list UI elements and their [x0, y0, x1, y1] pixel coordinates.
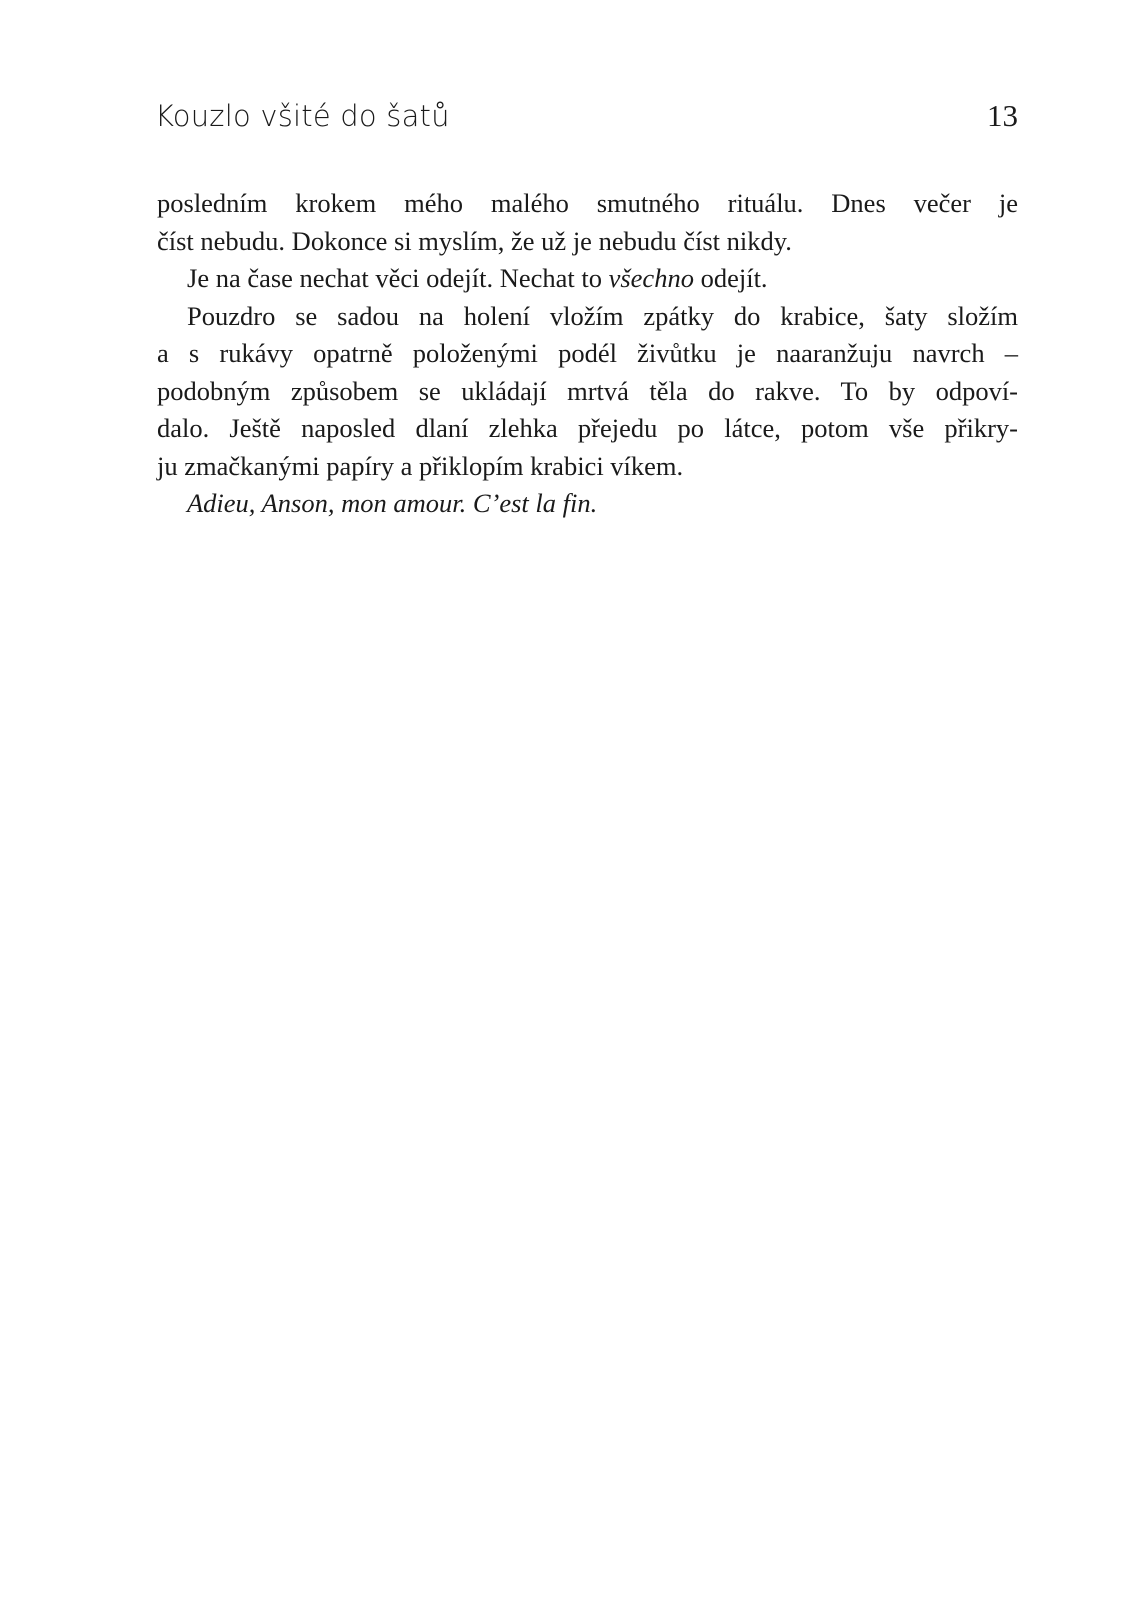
- emphasized-word: všechno: [608, 263, 694, 293]
- running-title: Kouzlo všité do šatů: [155, 99, 450, 133]
- closing-line: Adieu, Anson, mon amour. C’est la fin.: [187, 488, 598, 518]
- page-number: 13: [987, 98, 1018, 133]
- text-line: Pouzdro se sadou na holení vložím zpátky do krabice, šaty složím: [187, 300, 1018, 331]
- text-line: ju zmačkanými papíry a přiklopím krabici víkem.: [157, 450, 684, 481]
- text-line: dalo. Ještě naposled dlaní zlehka přejedu po látce, potom vše přikry-: [157, 413, 1018, 443]
- body-text: [157, 185, 1018, 523]
- text-line: číst nebudu. Dokonce si myslím, že už je nebudu číst nikdy.: [157, 225, 792, 256]
- text-line: a s rukávy opatrně položenými podél živůtku je naaranžuju navrch –: [157, 338, 1018, 368]
- running-header: [155, 96, 1018, 136]
- paragraph-line: [157, 260, 1018, 298]
- text-line: posledním krokem mého malého smutného rituálu. Dnes večer je: [157, 188, 1018, 218]
- text-run: Je na čase nechat věci odejít. Nechat to: [187, 263, 609, 293]
- text-run: odejít.: [693, 263, 768, 293]
- text-line: podobným způsobem se ukládají mrtvá těla do rakve. To by odpoví-: [157, 375, 1018, 406]
